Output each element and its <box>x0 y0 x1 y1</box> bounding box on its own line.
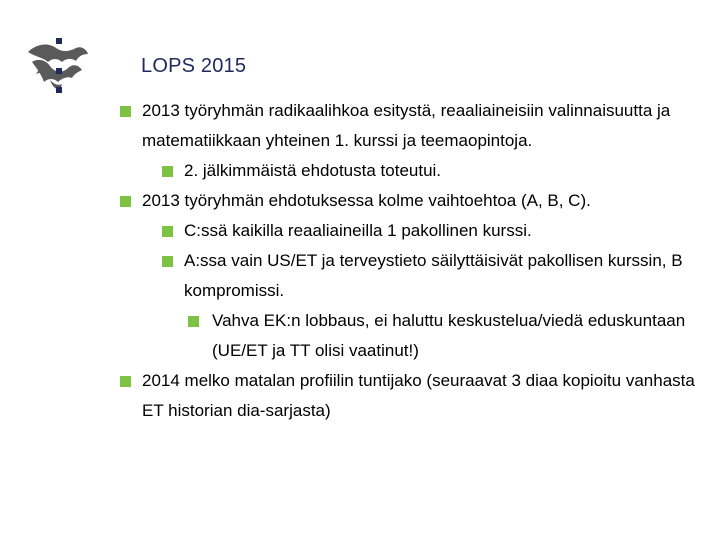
bullet-text: 2013 työryhmän ehdotuksessa kolme vaihtoehtoa (A, B, C). <box>142 191 591 210</box>
bullet-square-icon <box>120 196 131 207</box>
sub-bullet-text: 2. jälkimmäistä ehdotusta toteutui. <box>184 161 442 180</box>
bullet-square-icon <box>120 376 131 387</box>
logo-dot-bottom <box>56 87 62 93</box>
bullet-square-icon <box>162 256 173 267</box>
bullet-text: 2014 melko matalan profiilin tuntijako (seuraavat 3 diaa kopioitu vanhasta ET historian dia-sarjasta) <box>142 371 695 420</box>
slide-title: LOPS 2015 <box>141 55 247 77</box>
sub-bullet-item <box>162 156 705 186</box>
bullet-square-icon <box>162 226 173 237</box>
bullet-item <box>120 366 705 426</box>
bullet-item <box>120 96 705 156</box>
sub-sub-bullet-item <box>188 306 705 366</box>
bullet-square-icon <box>120 106 131 117</box>
bullet-square-icon <box>162 166 173 177</box>
logo-dot-middle <box>56 68 62 74</box>
sub-sub-bullet-text: Vahva EK:n lobbaus, ei haluttu keskustelua/viedä eduskuntaan (UE/ET ja TT olisi vaatinut!) <box>212 311 686 360</box>
logo-dot-top <box>56 38 62 44</box>
sub-bullet-text: C:ssä kaikilla reaaliaineilla 1 pakollinen kurssi. <box>184 221 532 240</box>
bullet-list <box>120 96 705 426</box>
bullet-square-icon <box>188 316 199 327</box>
sub-bullet-text: A:ssa vain US/ET ja terveystieto säilyttäisivät pakollisen kurssin, B kompromissi. <box>184 251 683 300</box>
helsinki-university-crest-icon <box>20 24 100 99</box>
sub-bullet-item <box>162 216 705 246</box>
sub-bullet-item <box>162 246 705 306</box>
bullet-item <box>120 186 705 216</box>
bullet-text: 2013 työryhmän radikaalihkoa esitystä, reaaliaineisiin valinnaisuutta ja matematiikkaan yhteinen 1. kurssi ja teemaopintoja. <box>142 101 671 150</box>
